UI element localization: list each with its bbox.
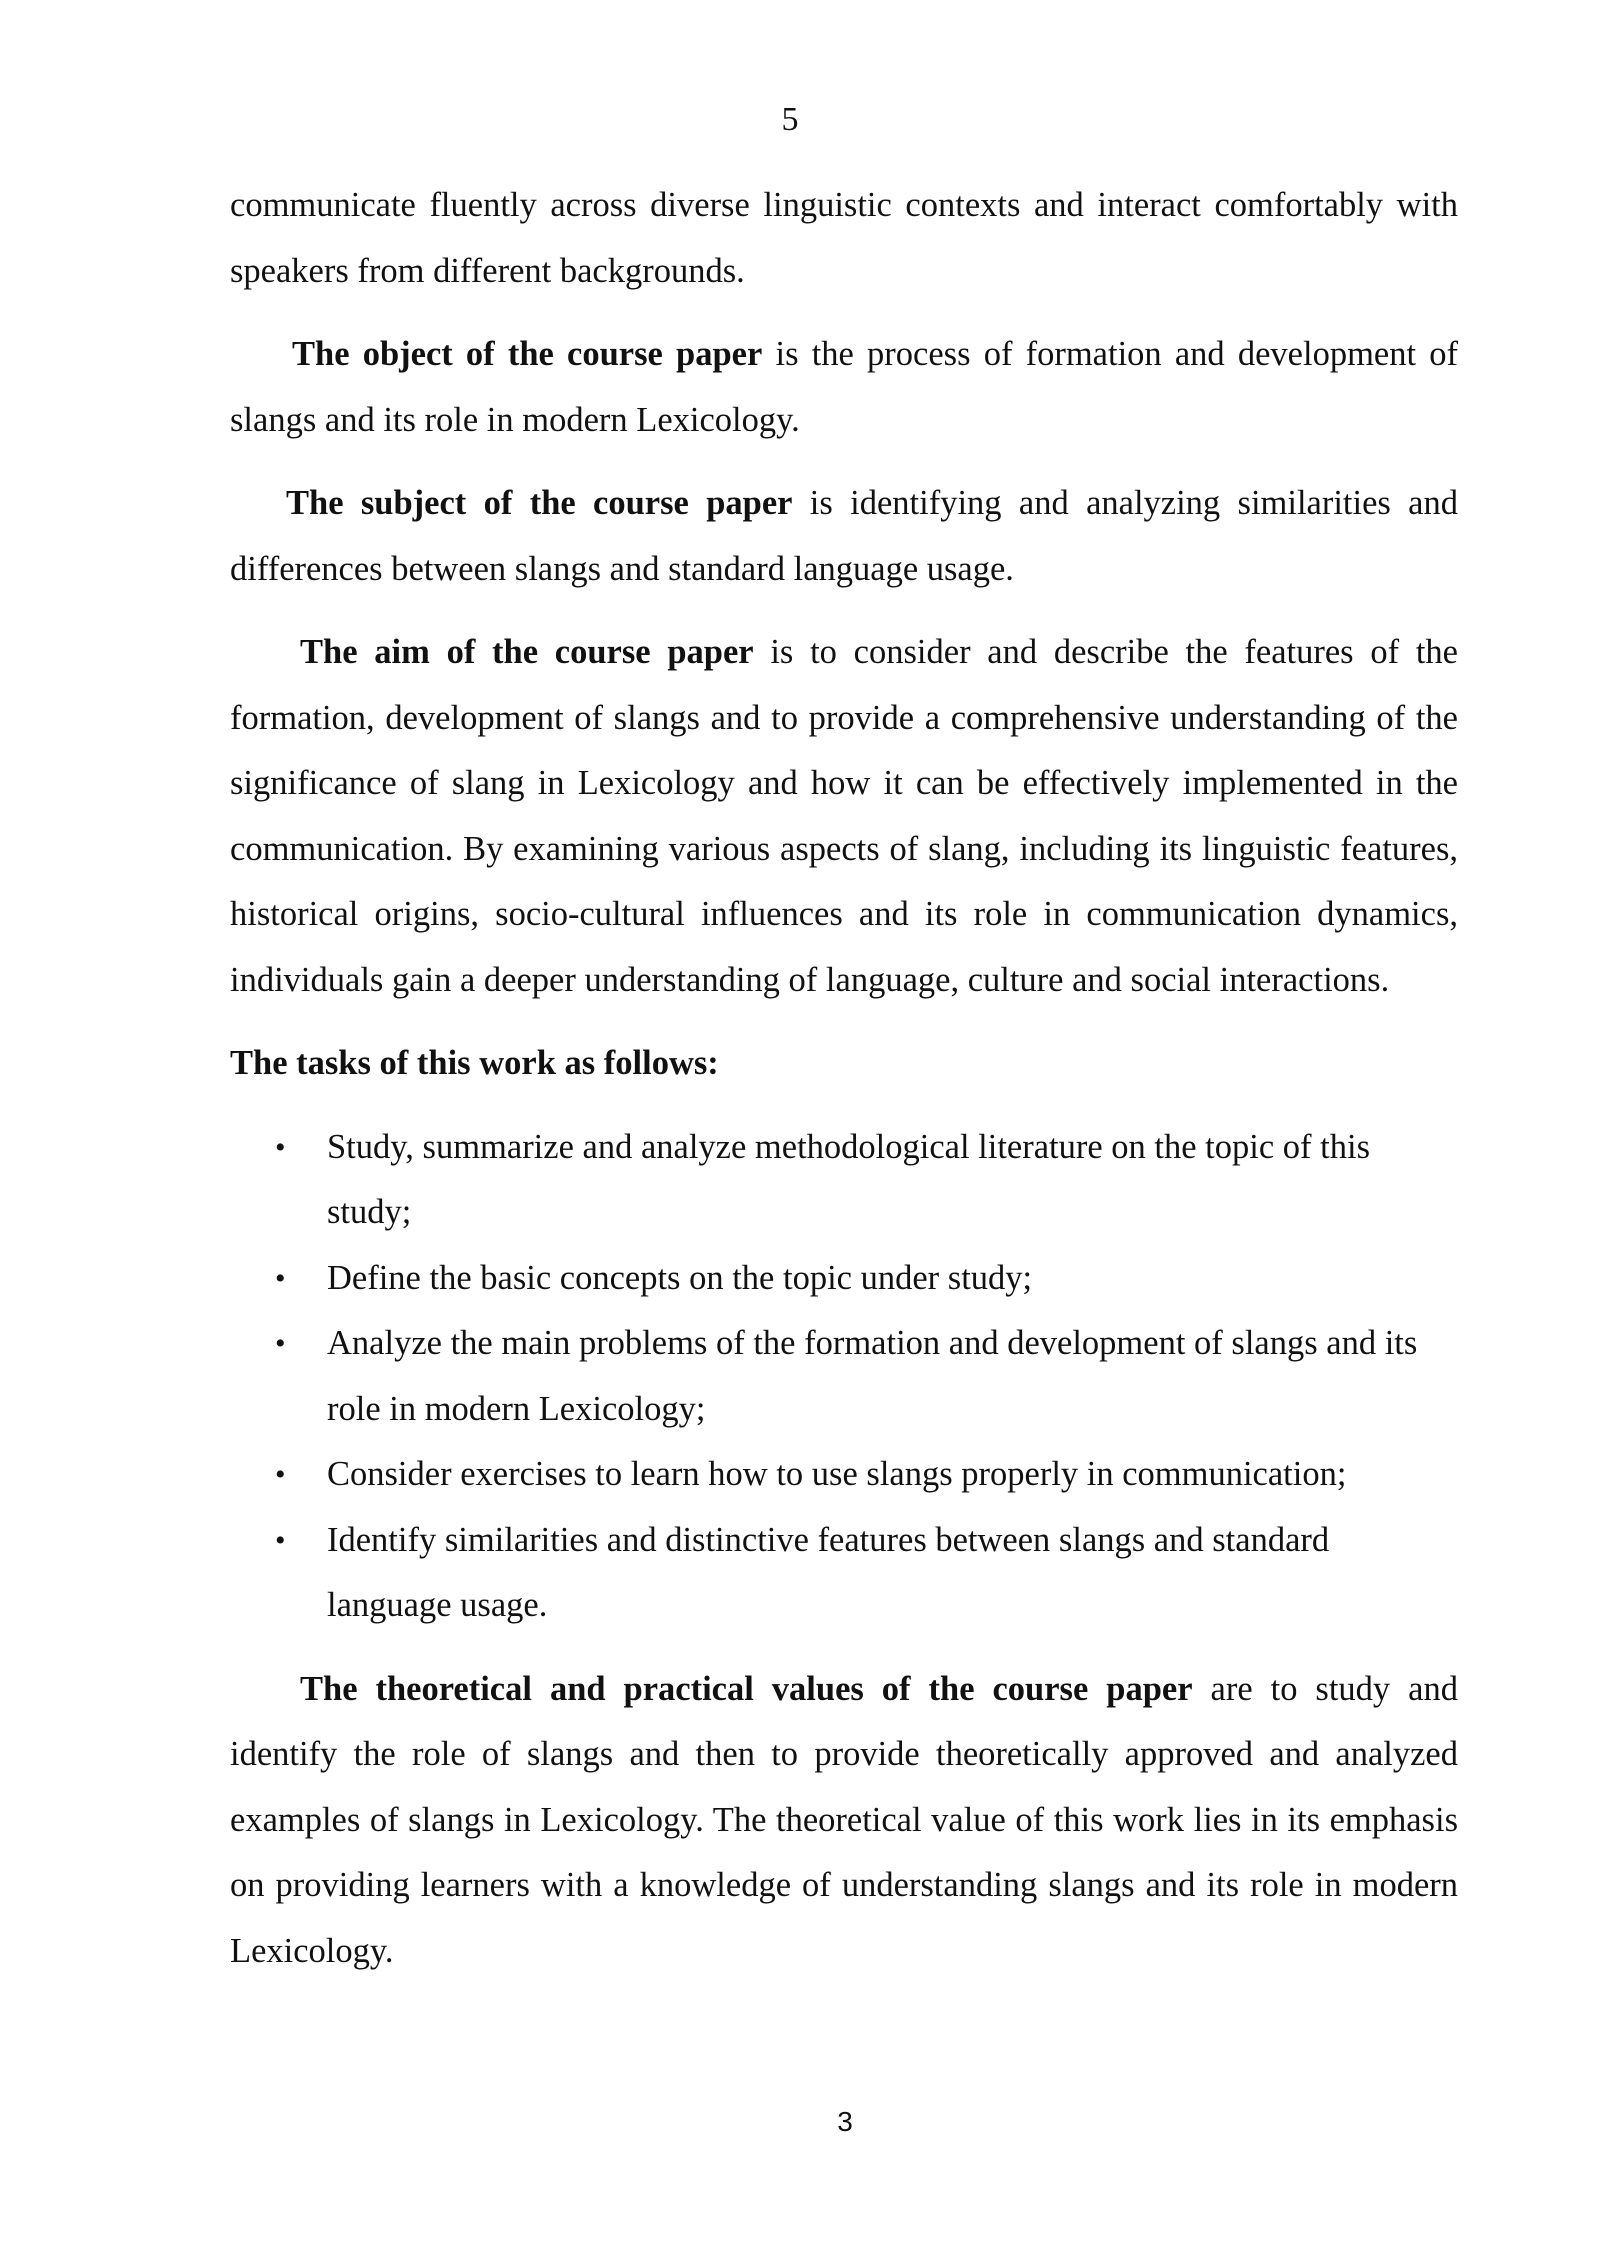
subject-text: is identifying and analyzing similarities and differences between slangs and standard language usage. bbox=[230, 484, 1459, 588]
object-text: is the process of formation and development of slangs and its role in modern Lexicology. bbox=[230, 335, 1458, 439]
list-item bbox=[275, 1115, 1458, 1246]
list-item-text: Analyze the main problems of the formation and development of slangs and its role in modern Lexicology; bbox=[327, 1324, 1418, 1428]
values-paragraph bbox=[230, 1657, 1458, 1985]
object-paragraph bbox=[230, 322, 1458, 453]
page-content bbox=[230, 173, 1458, 2002]
aim-paragraph bbox=[230, 620, 1458, 1013]
object-heading: The object of the course paper bbox=[292, 335, 763, 373]
subject-paragraph bbox=[230, 471, 1458, 602]
bullet-icon: • bbox=[275, 1523, 286, 1557]
intro-paragraph: communicate fluently across diverse linguistic contexts and interact comfortably with speakers from different backgrounds. bbox=[230, 186, 1458, 290]
list-item-text: Consider exercises to learn how to use slangs properly in communication; bbox=[327, 1455, 1347, 1493]
list-item bbox=[275, 1508, 1458, 1639]
page-number-top: 5 bbox=[781, 101, 799, 138]
list-item bbox=[275, 1311, 1458, 1442]
subject-heading: The subject of the course paper bbox=[286, 484, 793, 522]
tasks-heading: The tasks of this work as follows: bbox=[230, 1044, 719, 1082]
bullet-icon: • bbox=[275, 1327, 286, 1360]
list-item bbox=[275, 1442, 1458, 1508]
tasks-list bbox=[230, 1115, 1458, 1639]
bullet-icon: • bbox=[275, 1458, 286, 1491]
values-text: are to study and identify the role of slangs and then to provide theoretically approved and analyzed examples of slangs in Lexicology. The theoretical value of this work lies in its emphasis on providing learners with a knowledge of understanding slangs and its role in modern Lexicology. bbox=[230, 1669, 1458, 1970]
list-item-text: Study, summarize and analyze methodological literature on the topic of this study; bbox=[327, 1127, 1371, 1231]
list-item-text: Define the basic concepts on the topic under study; bbox=[327, 1258, 1033, 1297]
bullet-icon: • bbox=[275, 1130, 286, 1164]
page-number-footer: 3 bbox=[837, 2106, 853, 2137]
aim-heading: The aim of the course paper bbox=[300, 633, 754, 671]
list-item-text: Identify similarities and distinctive features between slangs and standard language usage. bbox=[327, 1520, 1330, 1624]
aim-text: is to consider and describe the features of the formation, development of slangs and to provide a comprehensive understanding of the significance of slang in Lexicology and how it can be effectively implemented in the communication. By examining various aspects of slang, including its linguistic features, historical origins, socio-cultural influences and its role in communication dynamics, individuals gain a deeper understanding of language, culture and social interactions. bbox=[230, 633, 1458, 999]
bullet-icon: • bbox=[275, 1261, 286, 1295]
list-item bbox=[275, 1246, 1458, 1312]
values-heading: The theoretical and practical values of the course paper bbox=[300, 1669, 1193, 1708]
